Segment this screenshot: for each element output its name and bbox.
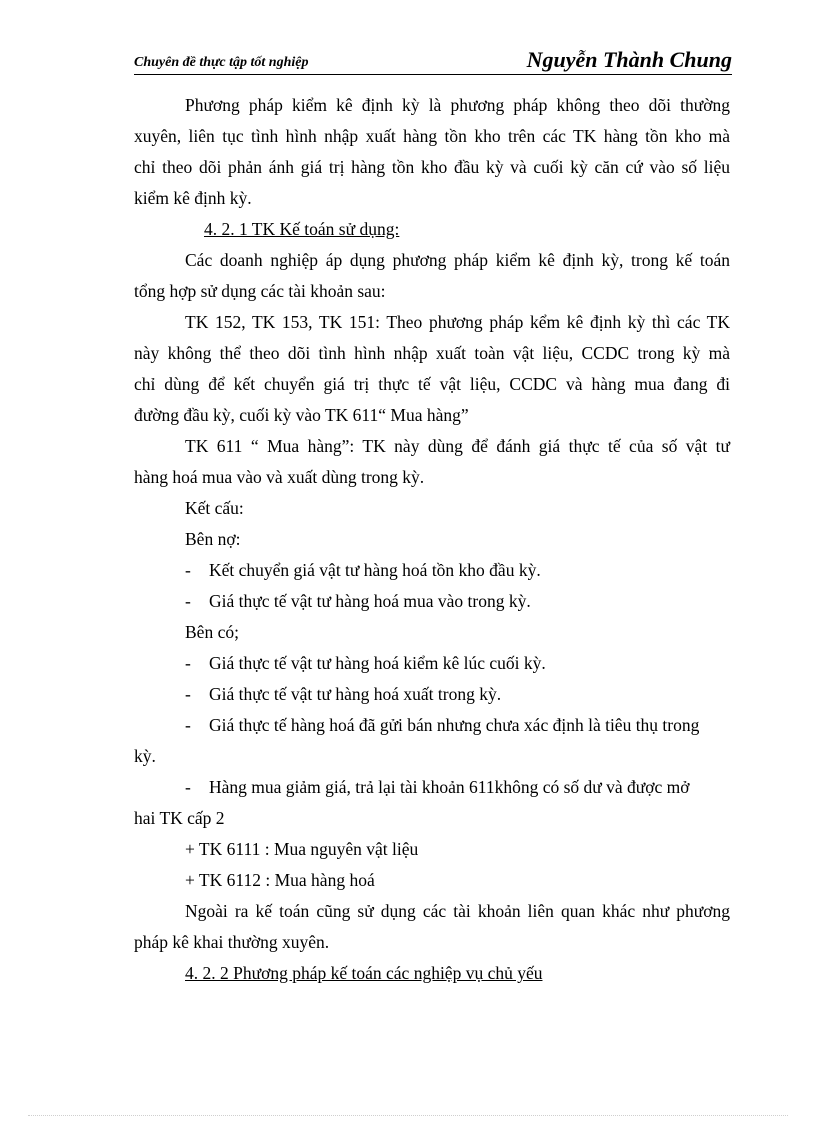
dash-marker: - <box>185 560 191 580</box>
paragraph-line: đường đầu kỳ, cuối kỳ vào TK 611“ Mua hàng” <box>134 405 469 425</box>
paragraph-line: chỉ dùng để kết chuyển giá trị thực tế vật liệu, CCDC và hàng mua đang đi <box>134 374 730 394</box>
list-item-text: Giá thực tế hàng hoá đã gửi bán nhưng chưa xác định là tiêu thụ trong <box>209 715 700 735</box>
page-header <box>134 46 732 75</box>
section-heading-text: 4. 2. 2 Phương pháp kế toán các nghiệp vụ chủ yếu <box>185 963 543 983</box>
dash-marker: - <box>185 715 191 735</box>
list-item-text: Kết chuyển giá vật tư hàng hoá tồn kho đầu kỳ. <box>209 560 541 580</box>
paragraph-line: hai TK cấp 2 <box>134 808 225 828</box>
section-heading-4-2-2 <box>134 958 730 989</box>
debit-side-label: Bên nợ: <box>185 529 241 549</box>
dash-marker: - <box>185 684 191 704</box>
structure-label: Kết cấu: <box>185 498 244 518</box>
credit-list-item <box>134 772 730 803</box>
paragraph-line: hàng hoá mua vào và xuất dùng trong kỳ. <box>134 467 425 487</box>
header-author-name: Nguyễn Thành Chung <box>526 47 732 72</box>
paragraph-line: xuyên, liên tục tình hình nhập xuất hàng tồn kho trên các TK hàng tồn kho mà <box>134 126 730 146</box>
paragraph-line: kiểm kê định kỳ. <box>134 188 252 208</box>
paragraph-line: Ngoài ra kế toán cũng sử dụng các tài khoản liên quan khác như phương <box>185 901 730 921</box>
list-item-text: Giá thực tế vật tư hàng hoá kiểm kê lúc cuối kỳ. <box>209 653 546 673</box>
paragraph-line: này không thể theo dõi tình hình nhập xuất toàn vật liệu, CCDC trong kỳ mà <box>134 343 730 363</box>
credit-list-item <box>134 679 730 710</box>
paragraph-line: Phương pháp kiểm kê định kỳ là phương pháp không theo dõi thường <box>185 95 730 115</box>
header-document-title: Chuyên đề thực tập tốt nghiệp <box>134 55 309 70</box>
dash-marker: - <box>185 591 191 611</box>
list-item-text: Giá thực tế vật tư hàng hoá mua vào trong kỳ. <box>209 591 531 611</box>
paragraph-line: chỉ theo dõi phản ánh giá trị hàng tồn kho đầu kỳ và cuối kỳ căn cứ vào số liệu <box>134 157 730 177</box>
dash-marker: - <box>185 777 191 797</box>
paragraph-line: TK 152, TK 153, TK 151: Theo phương pháp kểm kê định kỳ thì các TK <box>185 312 730 332</box>
sub-account-item: + TK 6111 : Mua nguyên vật liệu <box>185 839 419 859</box>
section-heading-text: 4. 2. 1 TK Kế toán sử dụng: <box>204 219 400 239</box>
document-body <box>134 90 730 989</box>
debit-list-item <box>134 586 730 617</box>
credit-list-item <box>134 710 730 741</box>
list-item-text: Giá thực tế vật tư hàng hoá xuất trong kỳ. <box>209 684 502 704</box>
paragraph-line: kỳ. <box>134 746 156 766</box>
paragraph-line: tổng hợp sử dụng các tài khoản sau: <box>134 281 386 301</box>
paragraph-line: pháp kê khai thường xuyên. <box>134 932 330 952</box>
dash-marker: - <box>185 653 191 673</box>
sub-account-item: + TK 6112 : Mua hàng hoá <box>185 870 375 890</box>
list-item-text: Hàng mua giảm giá, trả lại tài khoản 611không có số dư và được mở <box>209 777 690 797</box>
page-footer-divider <box>28 1115 788 1116</box>
debit-list-item <box>134 555 730 586</box>
credit-list-item <box>134 648 730 679</box>
paragraph-line: Các doanh nghiệp áp dụng phương pháp kiểm kê định kỳ, trong kế toán <box>185 250 730 270</box>
credit-side-label: Bên có; <box>185 622 239 642</box>
section-heading-4-2-1 <box>134 214 730 245</box>
paragraph-line: TK 611 “ Mua hàng”: TK này dùng để đánh giá thực tế của số vật tư <box>185 436 730 456</box>
